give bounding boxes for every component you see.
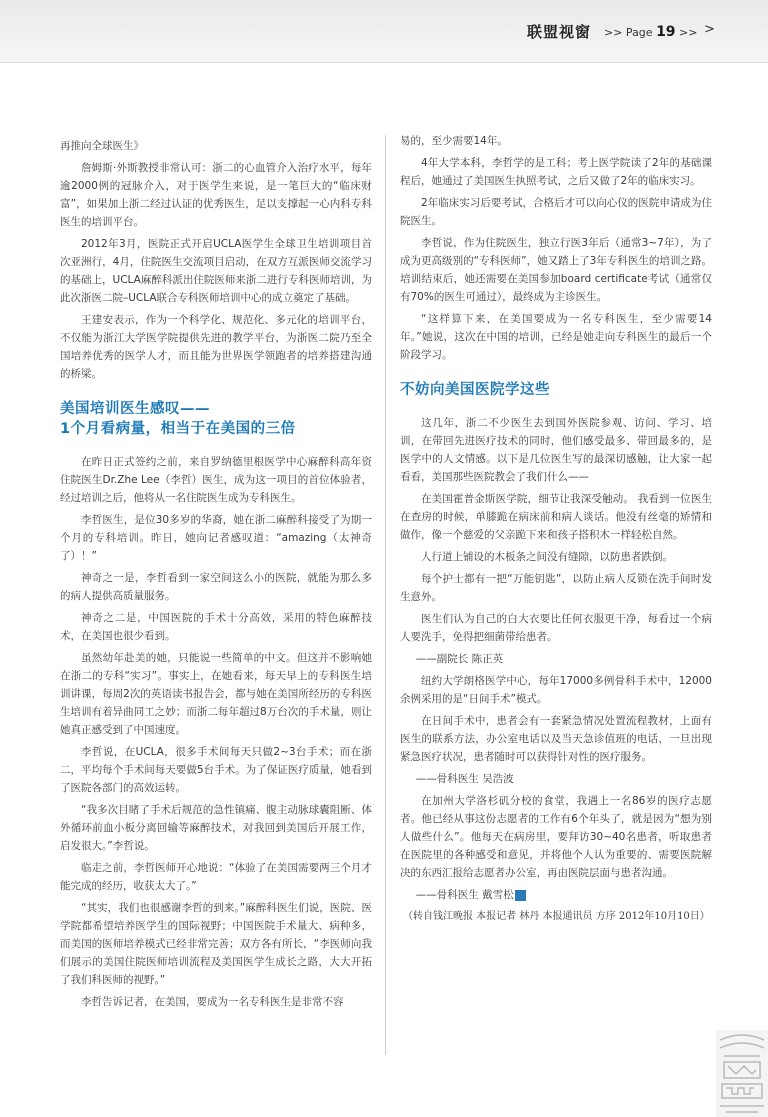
paragraph: 王建安表示，作为一个科学化、规范化、多元化的培训平台，不仅能为浙江大学医学院提供先进的教学平台，为浙医二院乃至全国培养优秀的医学人才，而且能为世界医学领跑者的培养搭建沟通的桥梁。	[60, 314, 372, 380]
paragraph: 李哲告诉记者，在美国，要成为一名专科医生是非常不容	[81, 996, 344, 1008]
signature: ——骨科医生 戴雪松	[415, 889, 514, 901]
paragraph: 神奇之二是，中国医院的手术十分高效，采用的特色麻醉技术，在美国也很少看到。	[60, 612, 372, 642]
paragraph: “这样算下来，在美国要成为一名专科医生，至少需要14年。”她说，这次在中国的培训，已经是她走向专科医生的最后一个阶段学习。	[400, 313, 712, 361]
section-heading-line2: 1个月看病量，相当于在美国的三倍	[60, 421, 296, 437]
paragraph: 2012年3月，医院正式开启UCLA医学生全球卫生培训项目首次亚洲行，4月，住院医生交流项目启动，在双方互派医师交流学习的基础上，UCLA麻醉科派出住院医师来浙二进行专科医师培训，为此次浙医二院–UCLA联合专科医师培训中心的成立奠定了基础。	[60, 238, 372, 304]
paragraph: 临走之前，李哲医师开心地说：“体验了在美国需要两三个月才能完成的经历，收获太大了。”	[60, 862, 372, 892]
paragraph: 纽约大学朗格医学中心，每年17000多例骨科手术中，12000余例采用的是“日间手术”模式。	[400, 675, 712, 705]
paragraph: 再推向全球医生》	[60, 140, 144, 152]
section-name: 联盟视窗	[527, 23, 592, 41]
paragraph: 在昨日正式签约之前，来自罗纳德里根医学中心麻醉科高年资住院医生Dr.Zhe Lee（李哲）医生，成为这一项目的首位体验者，经过培训之后，他将从一名住院医生成为专科医生。	[60, 456, 372, 504]
paragraph: 每个护士都有一把“万能钥匙”，以防止病人反锁在洗手间时发生意外。	[400, 573, 712, 603]
page-prefix: >> Page	[604, 26, 653, 39]
paragraph: 李哲医生，是位30多岁的华裔，她在浙二麻醉科接受了为期一个月的专科培训。昨日，她向记者感叹道：“amazing（太神奇了）！”	[60, 514, 372, 562]
decorative-ornament-icon	[716, 1030, 768, 1117]
paragraph: 在美国霍普金斯医学院，细节让我深受触动。 我看到一位医生在查房的时候，单膝跪在病床前和病人谈话。他没有丝毫的矫情和做作，像一个慈爱的父亲跪下来和孩子搭积木一样轻松自然。	[400, 493, 712, 541]
signature: ——骨科医生 吴浩波	[415, 773, 514, 785]
source-citation: （转自钱江晚报 本报记者 林丹 本报通讯员 方序 2012年10月10日）	[403, 911, 710, 922]
paragraph: 李哲说，作为住院医生，独立行医3年后（通常3~7年），为了成为更高级别的“专科医师”，她又踏上了3年专科医生的培训之路。培训结束后，她还需要在美国参加board certificate考试（通常仅有70%的医生可通过），最终成为主诊医生。	[400, 237, 712, 303]
next-page-arrow-icon[interactable]: >	[704, 22, 715, 37]
paragraph: 2年临床实习后要考试，合格后才可以向心仪的医院申请成为住院医生。	[400, 197, 712, 227]
paragraph: 神奇之一是，李哲看到一家空间这么小的医院，就能为那么多的病人提供高质量服务。	[60, 572, 372, 602]
page-number: 19	[656, 24, 676, 40]
paragraph: 4年大学本科，李哲学的是工科；考上医学院读了2年的基础课程后，她通过了美国医生执照考试，之后又做了2年的临床实习。	[400, 157, 712, 187]
page-indicator	[604, 24, 697, 40]
paragraph: 这几年，浙二不少医生去到国外医院参观、访问、学习、培训，在带回先进医疗技术的同时，他们感受最多、带回最多的，是医学中的人文情感。以下是几位医生写的最深切感触，让大家一起看看，美国那些医院教会了我们什么——	[400, 417, 712, 483]
end-mark-icon: ◎	[515, 890, 526, 901]
paragraph: 詹姆斯·外斯教授非常认可：浙二的心血管介入治疗水平，每年逾2000例的冠脉介入，对于医学生来说，是一笔巨大的“临床财富”，如果加上浙二经过认证的优秀医生，足以支撑起一心内科专科医生的培训平台。	[60, 162, 372, 228]
paragraph: “其实，我们也很感谢李哲的到来。”麻醉科医生们说，医院、医学院都希望培养医学生的国际视野；中国医院手术量大、病种多，而美国的医师培养模式已经非常完善；双方各有所长，“李医师向我们展示的美国住院医师培训流程及美国医学生成长之路，大大开拓了我们科医师的视野。”	[60, 902, 372, 986]
section-heading-us-training	[60, 399, 372, 439]
header-band	[0, 0, 768, 63]
paragraph: 在日间手术中，患者会有一套紧急情况处置流程教材，上面有医生的联系方法，办公室电话以及当天急诊值班的电话，一旦出现紧急医疗状况，患者随时可以获得针对性的医疗服务。	[400, 715, 712, 763]
paragraph: 医生们认为自己的白大衣要比任何衣服更干净，每看过一个病人要洗手，免得把细菌带给患者。	[400, 613, 712, 643]
section-heading-learn-from-us: 不妨向美国医院学这些	[400, 382, 550, 398]
paragraph: 人行道上铺设的木板条之间没有缝隙，以防患者跌倒。	[421, 551, 673, 563]
page-suffix: >>	[679, 26, 698, 39]
signature: ——副院长 陈正英	[415, 653, 504, 665]
left-column	[60, 137, 372, 1015]
paragraph: “我多次目睹了手术后规范的急性镇痛、腹主动脉球囊阻断、体外循环前血小板分离回输等麻醉技术，对我回到美国后开展工作，启发很大。”李哲说。	[60, 804, 372, 852]
column-divider	[385, 135, 386, 1055]
paragraph: 易的，至少需要14年。	[400, 135, 508, 147]
signature-line	[400, 886, 712, 904]
section-heading-line1: 美国培训医生感叹——	[60, 401, 210, 417]
paragraph: 虽然幼年赴美的她，只能说一些简单的中文。但这并不影响她在浙二的专科“实习”。事实上，在她看来，每天早上的专科医生培训讲课，每周2次的英语读书报告会，都与她在美国所经历的专科医生培训有着异曲同工之妙；而浙二每年超过8万台次的手术量，则让她真正感受到了中国速度。	[60, 652, 372, 736]
right-column	[400, 132, 712, 930]
paragraph: 在加州大学洛杉矶分校的食堂，我遇上一名86岁的医疗志愿者。他已经从事这份志愿者的工作有6个年头了，就是因为“想为别人做些什么”。他每天在病房里，要拜访30~40名患者，听取患者在医院里的各种感受和意见，并将他个人认为重要的、需要医院解决的东西汇报给志愿者办公室，再由医院层面与患者沟通。	[400, 795, 712, 879]
paragraph: 李哲说，在UCLA，很多手术间每天只做2~3台手术；而在浙二，平均每个手术间每天要做5台手术。为了保证医疗质量，她看到了医院各部门的高效运转。	[60, 746, 372, 794]
